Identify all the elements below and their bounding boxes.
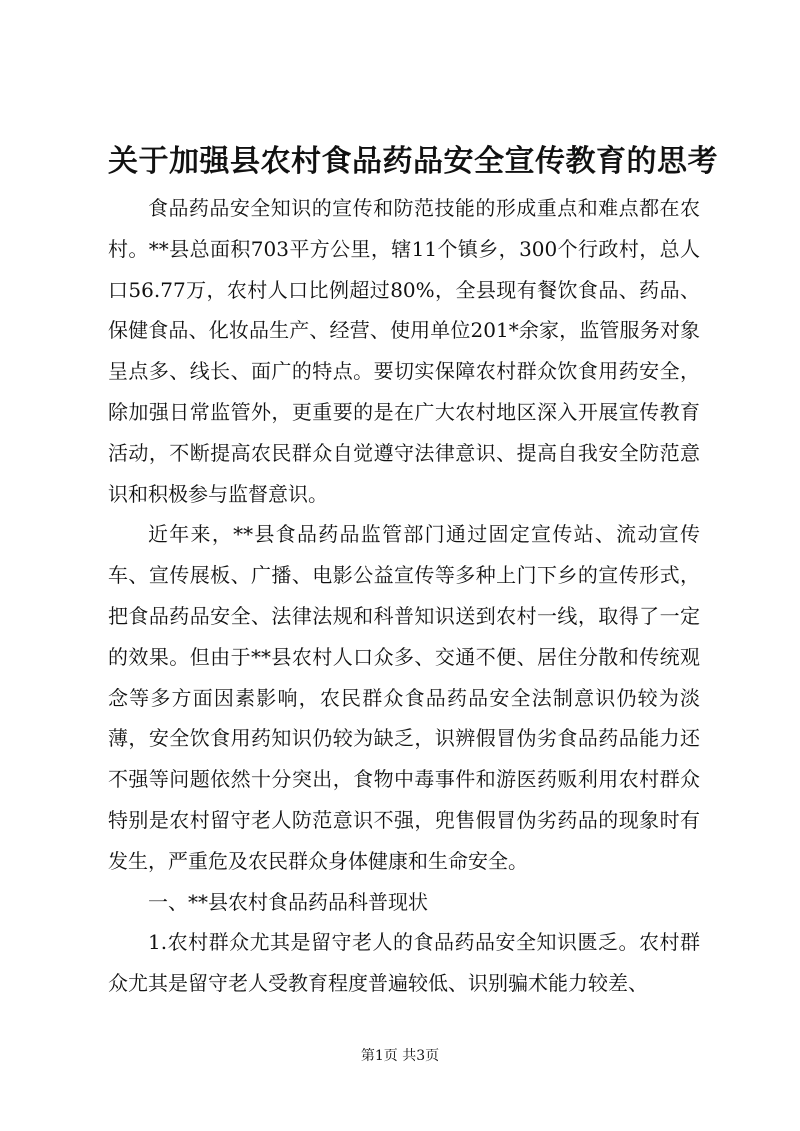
paragraph-point-1: 1.农村群众尤其是留守老人的食品药品安全知识匮乏。农村群众尤其是留守老人受教育程度普遍较低、识别骗术能力较差、 xyxy=(108,930,700,996)
document-body xyxy=(108,188,700,1004)
page-number-footer: 第1页 共3页 xyxy=(360,1048,440,1064)
document-title: 关于加强县农村食品药品安全宣传教育的思考 xyxy=(108,144,718,179)
paragraph-background: 近年来，**县食品药品监管部门通过固定宣传站、流动宣传车、宣传展板、广播、电影公益宣传等多种上门下乡的宣传形式，把食品药品安全、法律法规和科普知识送到农村一线，取得了一定的效果。但由于**县农村人口众多、交通不便、居住分散和传统观念等多方面因素影响，农民群众食品药品安全法制意识仍较为淡薄，安全饮食用药知识仍较为缺乏，识辨假冒伪劣食品药品能力还不强等问题依然十分突出，食物中毒事件和游医药贩利用农村群众特别是农村留守老人防范意识不强，兜售假冒伪劣药品的现象时有发生，严重危及农民群众身体健康和生命安全。 xyxy=(108,522,700,873)
section-heading: 一、**县农村食品药品科普现状 xyxy=(148,889,428,914)
paragraph-intro: 食品药品安全知识的宣传和防范技能的形成重点和难点都在农村。**县总面积703平方公里，辖11个镇乡，300个行政村，总人口56.77万，农村人口比例超过80%，全县现有餐饮食品、药品、保健食品、化妆品生产、经营、使用单位201*余家，监管服务对象呈点多、线长、面广的特点。要切实保障农村群众饮食用药安全，除加强日常监管外，更重要的是在广大农村地区深入开展宣传教育活动，不断提高农民群众自觉遵守法律意识、提高自我安全防范意识和积极参与监督意识。 xyxy=(108,196,700,506)
